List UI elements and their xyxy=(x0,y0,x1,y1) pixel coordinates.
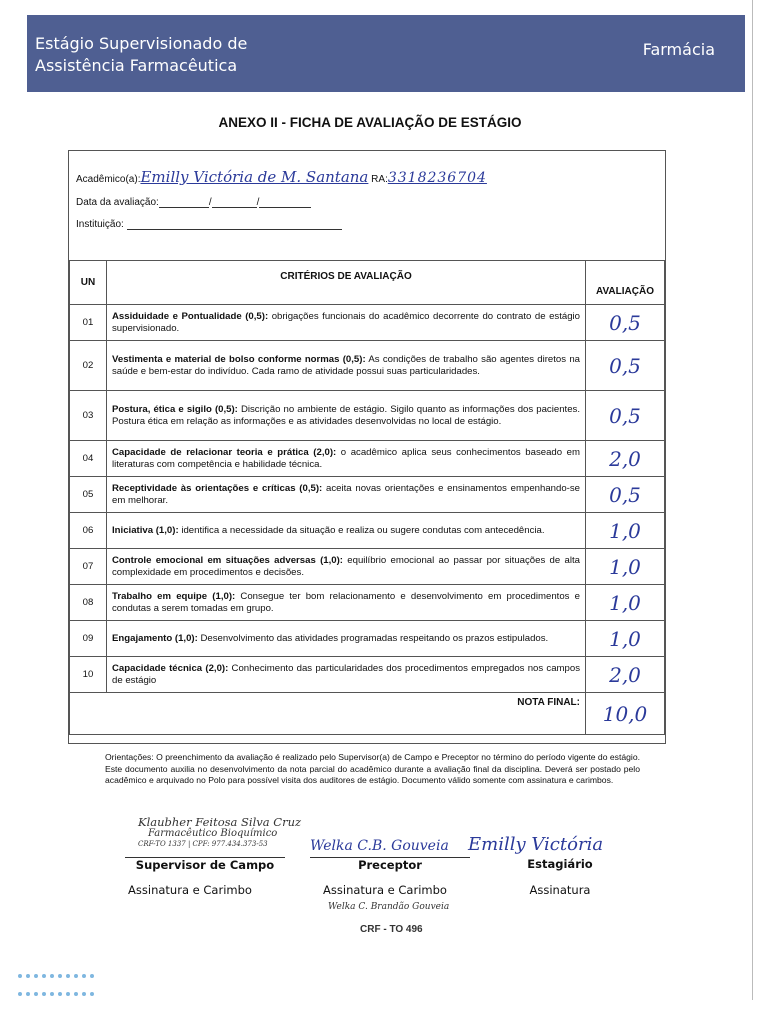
decorative-dots xyxy=(18,970,110,1006)
row-criterion xyxy=(107,513,586,549)
program-title xyxy=(35,33,247,77)
table-row xyxy=(70,305,665,341)
row-number: 02 xyxy=(70,341,107,391)
row-score: 0,5 xyxy=(586,391,665,441)
criterion-description: o acadêmico aplica seus conhecimentos baseado em literaturas com competência e habilidade técnica. xyxy=(112,446,580,470)
final-grade-label: NOTA FINAL: xyxy=(70,693,586,735)
row-number: 10 xyxy=(70,657,107,693)
final-grade-value: 10,0 xyxy=(586,693,665,735)
row-score: 0,5 xyxy=(586,305,665,341)
criterion-title: Vestimenta e material de bolso conforme normas (0,5): xyxy=(112,353,366,365)
criteria-table xyxy=(69,260,665,735)
table-row xyxy=(70,657,665,693)
criterion-title: Trabalho em equipe (1,0): xyxy=(112,590,236,602)
date-sep-1: / xyxy=(208,197,212,208)
instructions-note: Orientações: O preenchimento da avaliação é realizado pelo Supervisor(a) de Campo e Preceptor no término do período vigente do estágio. Este documento auxilia no desenvolvimento da nota parcial do acadêmico durante a avaliação final da disciplina. Deverá ser postado pelo acadêmico e arquivado no Polo para possível visita dos auditores de estágio. Documento válido somente com assinatura e carimbos. xyxy=(105,752,640,786)
row-number: 06 xyxy=(70,513,107,549)
row-criterion xyxy=(107,549,586,585)
criterion-description: Discrição no ambiente de estágio. Sigilo quanto as informações dos pacientes. Postura ética em relação as informações e as atividades desenvolvidas no local de estágio. xyxy=(112,403,580,427)
row-criterion xyxy=(107,585,586,621)
academic-field xyxy=(76,168,487,186)
criterion-title: Capacidade técnica (2,0): xyxy=(112,662,229,674)
row-number: 01 xyxy=(70,305,107,341)
intern-label: Estagiário xyxy=(527,857,593,871)
preceptor-stamp-crf: CRF - TO 496 xyxy=(360,924,423,935)
row-score: 1,0 xyxy=(586,513,665,549)
ra-value: 3318236704 xyxy=(387,170,487,186)
preceptor-label: Preceptor xyxy=(310,857,470,872)
row-number: 05 xyxy=(70,477,107,513)
row-criterion xyxy=(107,305,586,341)
criterion-title: Capacidade de relacionar teoria e prática (2,0): xyxy=(112,446,337,458)
table-row xyxy=(70,477,665,513)
date-field xyxy=(76,196,311,208)
supervisor-label: Supervisor de Campo xyxy=(125,857,285,872)
supervisor-stamp-crf: CRF-TO 1337 | CPF: 977.434.373-53 xyxy=(138,840,268,848)
supervisor-stamp-name: Klaubher Feitosa Silva Cruz xyxy=(138,815,302,829)
row-criterion xyxy=(107,441,586,477)
row-criterion xyxy=(107,341,586,391)
table-row xyxy=(70,585,665,621)
date-label: Data da avaliação: xyxy=(76,197,159,208)
criterion-description: identifica a necessidade da situação e realiza ou sugere condutas com antecedência. xyxy=(178,524,545,536)
criterion-title: Iniciativa (1,0): xyxy=(112,524,179,536)
criterion-title: Postura, ética e sigilo (0,5): xyxy=(112,403,238,415)
intern-sub: Assinatura xyxy=(529,883,591,897)
table-row xyxy=(70,621,665,657)
row-score: 1,0 xyxy=(586,621,665,657)
row-criterion xyxy=(107,621,586,657)
page-edge xyxy=(752,0,753,1000)
row-criterion xyxy=(107,391,586,441)
preceptor-stamp-name: Welka C. Brandão Gouveia xyxy=(328,902,450,912)
row-criterion xyxy=(107,477,586,513)
institution-field xyxy=(76,218,342,230)
intern-signature: Emilly Victória xyxy=(468,834,604,855)
row-score: 0,5 xyxy=(586,477,665,513)
academic-label: Acadêmico(a): xyxy=(76,174,141,185)
row-number: 07 xyxy=(70,549,107,585)
preceptor-sub: Assinatura e Carimbo xyxy=(323,883,447,897)
criterion-description: equilíbrio emocional ao passar por situações de alta complexidade em procedimentos e decisões. xyxy=(112,554,580,578)
row-number: 04 xyxy=(70,441,107,477)
row-number: 03 xyxy=(70,391,107,441)
criterion-title: Engajamento (1,0): xyxy=(112,632,198,644)
criterion-description: Conhecimento das particularidades dos procedimentos empregados nos campos de estágio xyxy=(112,662,581,686)
table-row xyxy=(70,513,665,549)
institution-label: Instituição: xyxy=(76,219,124,230)
header-un: UN xyxy=(70,261,107,305)
header-banner xyxy=(27,15,745,92)
row-criterion xyxy=(107,657,586,693)
preceptor-signature: Welka C.B. Gouveia xyxy=(310,838,449,854)
criterion-description: obrigações funcionais do acadêmico decorrente do contrato de estágio supervisionado. xyxy=(112,310,581,334)
row-number: 08 xyxy=(70,585,107,621)
table-row xyxy=(70,441,665,477)
criterion-description: aceita novas orientações e ensinamentos empenhando-se em melhorar. xyxy=(112,482,580,506)
supervisor-sub: Assinatura e Carimbo xyxy=(128,883,252,897)
row-score: 1,0 xyxy=(586,549,665,585)
supervisor-stamp-role: Farmacêutico Bioquímico xyxy=(148,828,278,839)
row-score: 2,0 xyxy=(586,657,665,693)
table-row xyxy=(70,549,665,585)
row-score: 1,0 xyxy=(586,585,665,621)
row-score: 0,5 xyxy=(586,341,665,391)
academic-name: Emilly Victória de M. Santana xyxy=(140,168,369,186)
criterion-description: Desenvolvimento das atividades programadas respeitando os prazos estipulados. xyxy=(197,632,549,644)
evaluation-form xyxy=(68,150,666,744)
ra-label: RA: xyxy=(371,174,388,185)
table-row xyxy=(70,341,665,391)
program-title-line1: Estágio Supervisionado de xyxy=(35,34,248,53)
criterion-description: Consegue ter bom relacionamento e desenvolvimento em procedimentos e condutas a serem tomadas em grupo. xyxy=(112,590,580,614)
criterion-title: Receptividade às orientações e críticas (0,5): xyxy=(112,482,323,494)
row-number: 09 xyxy=(70,621,107,657)
document-title: ANEXO II - FICHA DE AVALIAÇÃO DE ESTÁGIO xyxy=(218,115,522,130)
header-score: AVALIAÇÃO xyxy=(586,261,665,305)
row-score: 2,0 xyxy=(586,441,665,477)
supervisor-stamp xyxy=(138,817,301,850)
course-area: Farmácia xyxy=(642,40,715,59)
criterion-description: As condições de trabalho são agentes diretos na saúde e bem-estar do indivíduo. Cada ramo de atividade possui suas particularidades. xyxy=(112,353,580,377)
header-criteria: CRITÉRIOS DE AVALIAÇÃO xyxy=(107,261,586,305)
criterion-title: Assiduidade e Pontualidade (0,5): xyxy=(112,310,269,322)
table-row xyxy=(70,391,665,441)
criterion-title: Controle emocional em situações adversas (1,0): xyxy=(112,554,343,566)
date-sep-2: / xyxy=(256,197,260,208)
program-title-line2: Assistência Farmacêutica xyxy=(35,56,238,75)
